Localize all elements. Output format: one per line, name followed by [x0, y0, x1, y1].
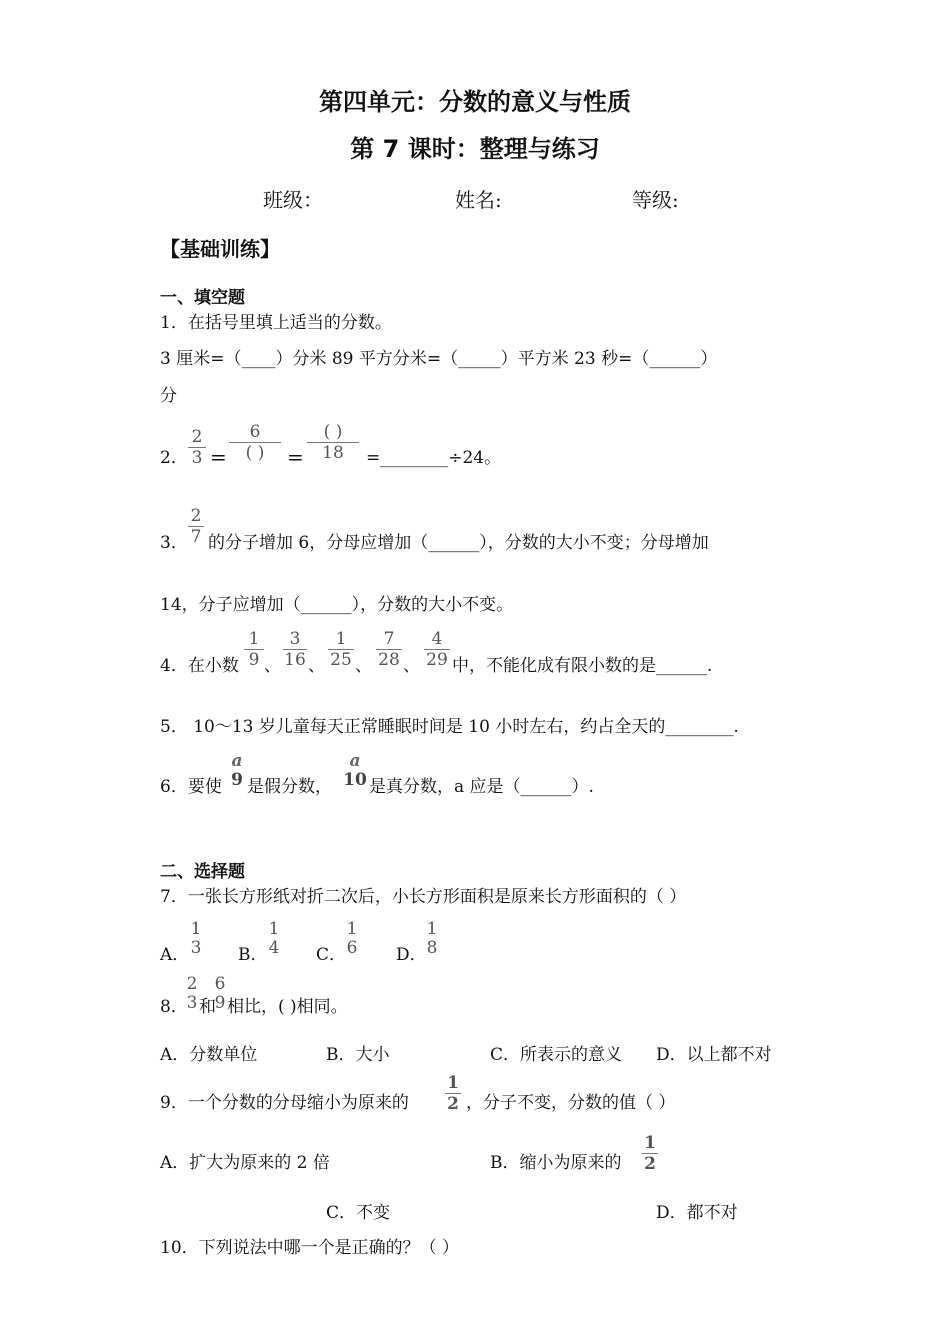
- question-9-option-b: B．缩小为原来的: [490, 1153, 622, 1173]
- question-8-option-a: A．分数单位: [160, 1045, 258, 1065]
- question-9-option-b-fraction: 1 2: [642, 1134, 658, 1173]
- question-7-option-a-fraction: 1 3: [190, 919, 202, 958]
- question-6-fraction-1: a 9: [231, 751, 243, 790]
- question-3: 的分子增加 6，分母应增加（______），分数的大小不变；分母增加: [208, 533, 709, 553]
- question-2-tail: =________÷24。: [366, 448, 502, 468]
- question-9-fraction: 1 2: [445, 1074, 461, 1113]
- question-9-option-a: A．扩大为原来的 2 倍: [160, 1153, 330, 1173]
- section-basic-training: 【基础训练】: [160, 237, 280, 261]
- question-8-option-c: C．所表示的意义: [490, 1045, 623, 1065]
- question-6-suffix: 是真分数，a 应是（______）.: [369, 777, 594, 797]
- question-6-prefix: 6．要使: [160, 777, 222, 797]
- question-4-fraction-5: 4 29: [424, 630, 450, 669]
- question-3-cont: 14，分子应增加（______），分数的大小不变。: [160, 595, 514, 615]
- question-2-equals-2: =: [287, 445, 304, 469]
- separator: 、: [264, 656, 281, 676]
- question-7: 7．一张长方形纸对折二次后，小长方形面积是原来长方形面积的（ ）: [160, 887, 687, 907]
- question-9-option-c: C．不变: [326, 1203, 391, 1223]
- class-label: 班级：: [263, 188, 323, 212]
- question-2-fraction-3: ( ) 18: [307, 423, 359, 462]
- question-7-option-a-label: A．: [160, 945, 190, 965]
- separator: 、: [308, 656, 325, 676]
- question-7-option-b-fraction: 1 4: [268, 919, 280, 958]
- question-4-fraction-1: 1 9: [244, 630, 264, 669]
- question-7-option-d-label: D．: [396, 945, 427, 965]
- question-8-option-d: D．以上都不对: [656, 1045, 772, 1065]
- page-title: 第四单元：分数的意义与性质: [319, 88, 631, 116]
- question-8-fraction-2: 6 9: [214, 974, 226, 1013]
- fill-blank-heading: 一、填空题: [160, 288, 245, 308]
- question-8-suffix: 相比，( )相同。: [227, 997, 348, 1017]
- question-9-suffix: ，分子不变，分数的值（ ）: [466, 1093, 676, 1113]
- question-9-prefix: 9．一个分数的分母缩小为原来的: [160, 1093, 409, 1113]
- question-1-cont: 分: [160, 386, 177, 406]
- question-4-fraction-3: 1 25: [328, 630, 354, 669]
- question-4-suffix: 中，不能化成有限小数的是______.: [452, 656, 713, 676]
- page-subtitle: 第 7 课时：整理与练习: [350, 135, 600, 163]
- question-7-option-d-fraction: 1 8: [426, 919, 438, 958]
- question-5: 5． 10～13 岁儿童每天正常睡眠时间是 10 小时左右，约占全天的________.: [160, 717, 739, 737]
- question-4-fraction-2: 3 16: [284, 629, 306, 670]
- separator: 、: [403, 656, 420, 676]
- question-8-number: 8．: [160, 997, 188, 1017]
- question-4-prefix: 4．在小数: [160, 656, 239, 676]
- question-8-fraction-1: 2 3: [186, 974, 198, 1013]
- grade-label: 等级:: [632, 188, 679, 212]
- question-7-option-c-label: C．: [316, 945, 347, 965]
- name-label: 姓名:: [455, 188, 502, 212]
- question-9-option-d: D．都不对: [656, 1203, 738, 1223]
- question-2-fraction-2: 6 ( ): [229, 423, 281, 462]
- question-3-number: 3．: [160, 533, 188, 553]
- question-7-option-b-label: B．: [238, 945, 268, 965]
- question-6-mid: 是假分数，: [247, 777, 332, 797]
- question-1-line: 3 厘米=（____）分米 89 平方分米=（_____）平方米 23 秒=（______）: [160, 349, 718, 369]
- question-7-option-c-fraction: 1 6: [346, 919, 358, 958]
- question-3-fraction: 2 7: [188, 507, 204, 546]
- question-6-fraction-2: a 10: [343, 751, 367, 790]
- separator: 、: [355, 656, 372, 676]
- question-2-equals-1: =: [210, 445, 227, 469]
- question-1: 1．在括号里填上适当的分数。: [160, 313, 392, 333]
- question-2-fraction-1: 2 3: [188, 428, 206, 467]
- multiple-choice-heading: 二、选择题: [160, 862, 245, 882]
- question-10: 10．下列说法中哪一个是正确的？（ ）: [160, 1238, 460, 1258]
- question-8-mid: 和: [199, 997, 216, 1017]
- question-8-option-b: B．大小: [326, 1045, 390, 1065]
- question-2-number: 2．: [160, 448, 188, 468]
- question-4-fraction-4: 7 28: [376, 630, 402, 669]
